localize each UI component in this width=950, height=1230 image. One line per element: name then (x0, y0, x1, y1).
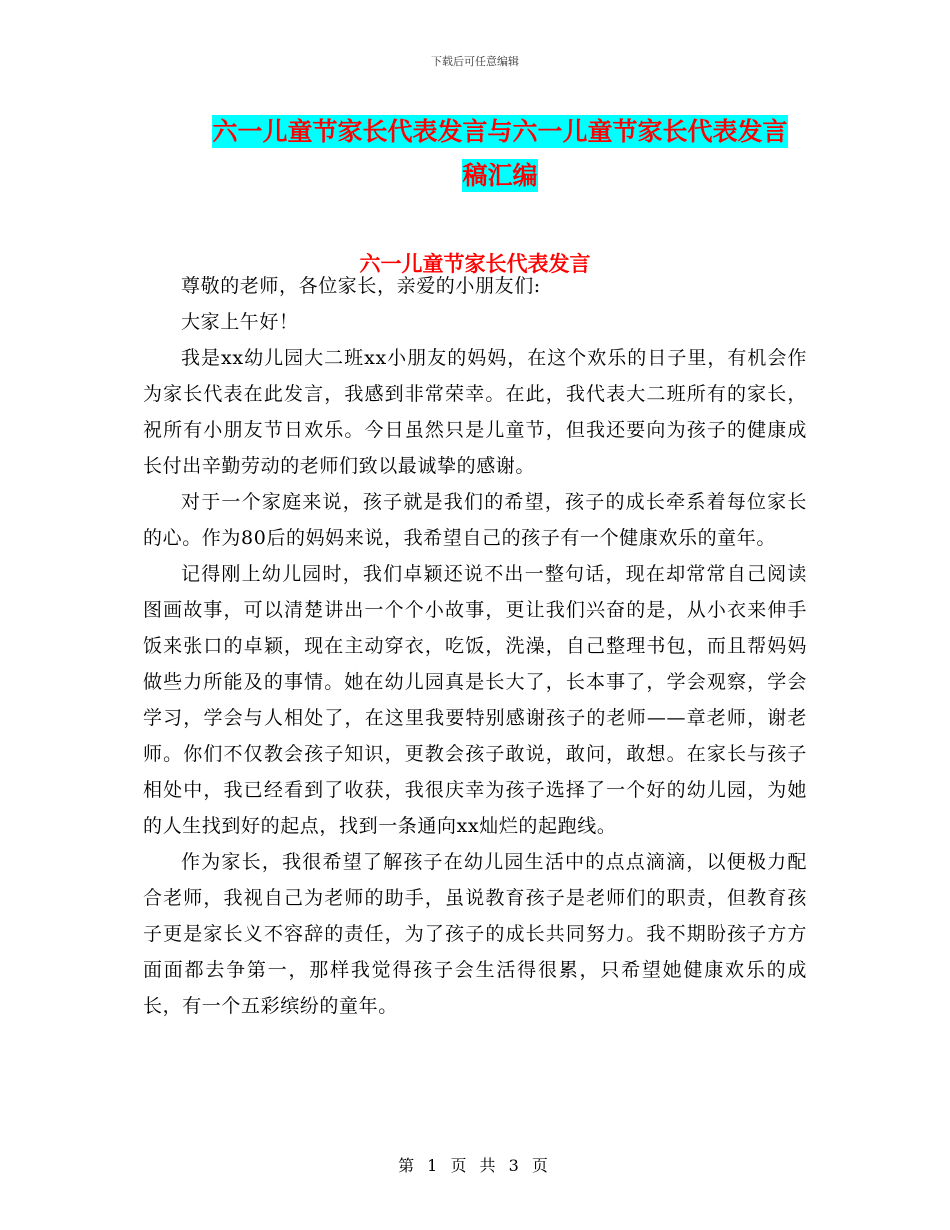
document-title-line-2: 稿汇编 (462, 161, 538, 190)
paragraph: 记得刚上幼儿园时，我们卓颖还说不出一整句话，现在却常常自己阅读图画故事，可以清楚讲出一个个小故事，更让我们兴奋的是，从小衣来伸手饭来张口的卓颖，现在主动穿衣，吃饭，洗澡，自己整理书包，而且帮妈妈做些力所能及的事情。她在幼儿园真是长大了，长本事了，学会观察，学会学习，学会与人相处了，在这里我要特别感谢孩子的老师——章老师，谢老师。你们不仅教会孩子知识，更教会孩子敢说，敢问，敢想。在家长与孩子相处中，我已经看到了收获，我很庆幸为孩子选择了一个好的幼儿园，为她的人生找到好的起点，找到一条通向xx灿烂的起跑线。 (143, 563, 807, 837)
document-title-line-1: 六一儿童节家长代表发言与六一儿童节家长代表发言 (212, 117, 788, 146)
body-text (143, 268, 807, 1024)
document-title (140, 110, 860, 198)
page-footer: 第 1 页 共 3 页 (398, 1156, 552, 1175)
paragraph: 对于一个家庭来说，孩子就是我们的希望，孩子的成长牵系着每位家长的心。作为80后的妈妈来说，我希望自己的孩子有一个健康欢乐的童年。 (143, 491, 807, 549)
header-note: 下载后可任意编辑 (431, 55, 519, 68)
section-title: 六一儿童节家长代表发言 (359, 251, 591, 276)
paragraph: 作为家长，我很希望了解孩子在幼儿园生活中的点点滴滴，以便极力配合老师，我视自己为老师的助手，虽说教育孩子是老师们的职责，但教育孩子更是家长义不容辞的责任，为了孩子的成长共同努力。我不期盼孩子方方面面都去争第一，那样我觉得孩子会生活得很累，只希望她健康欢乐的成长，有一个五彩缤纷的童年。 (143, 851, 807, 1017)
paragraph-greeting: 大家上午好！ (181, 311, 299, 333)
paragraph-salutation: 尊敬的老师，各位家长，亲爱的小朋友们: (181, 275, 541, 297)
paragraph: 我是xx幼儿园大二班xx小朋友的妈妈，在这个欢乐的日子里，有机会作为家长代表在此发言，我感到非常荣幸。在此，我代表大二班所有的家长，祝所有小朋友节日欢乐。今日虽然只是儿童节，但我还要向为孩子的健康成长付出辛勤劳动的老师们致以最诚挚的感谢。 (143, 347, 807, 477)
